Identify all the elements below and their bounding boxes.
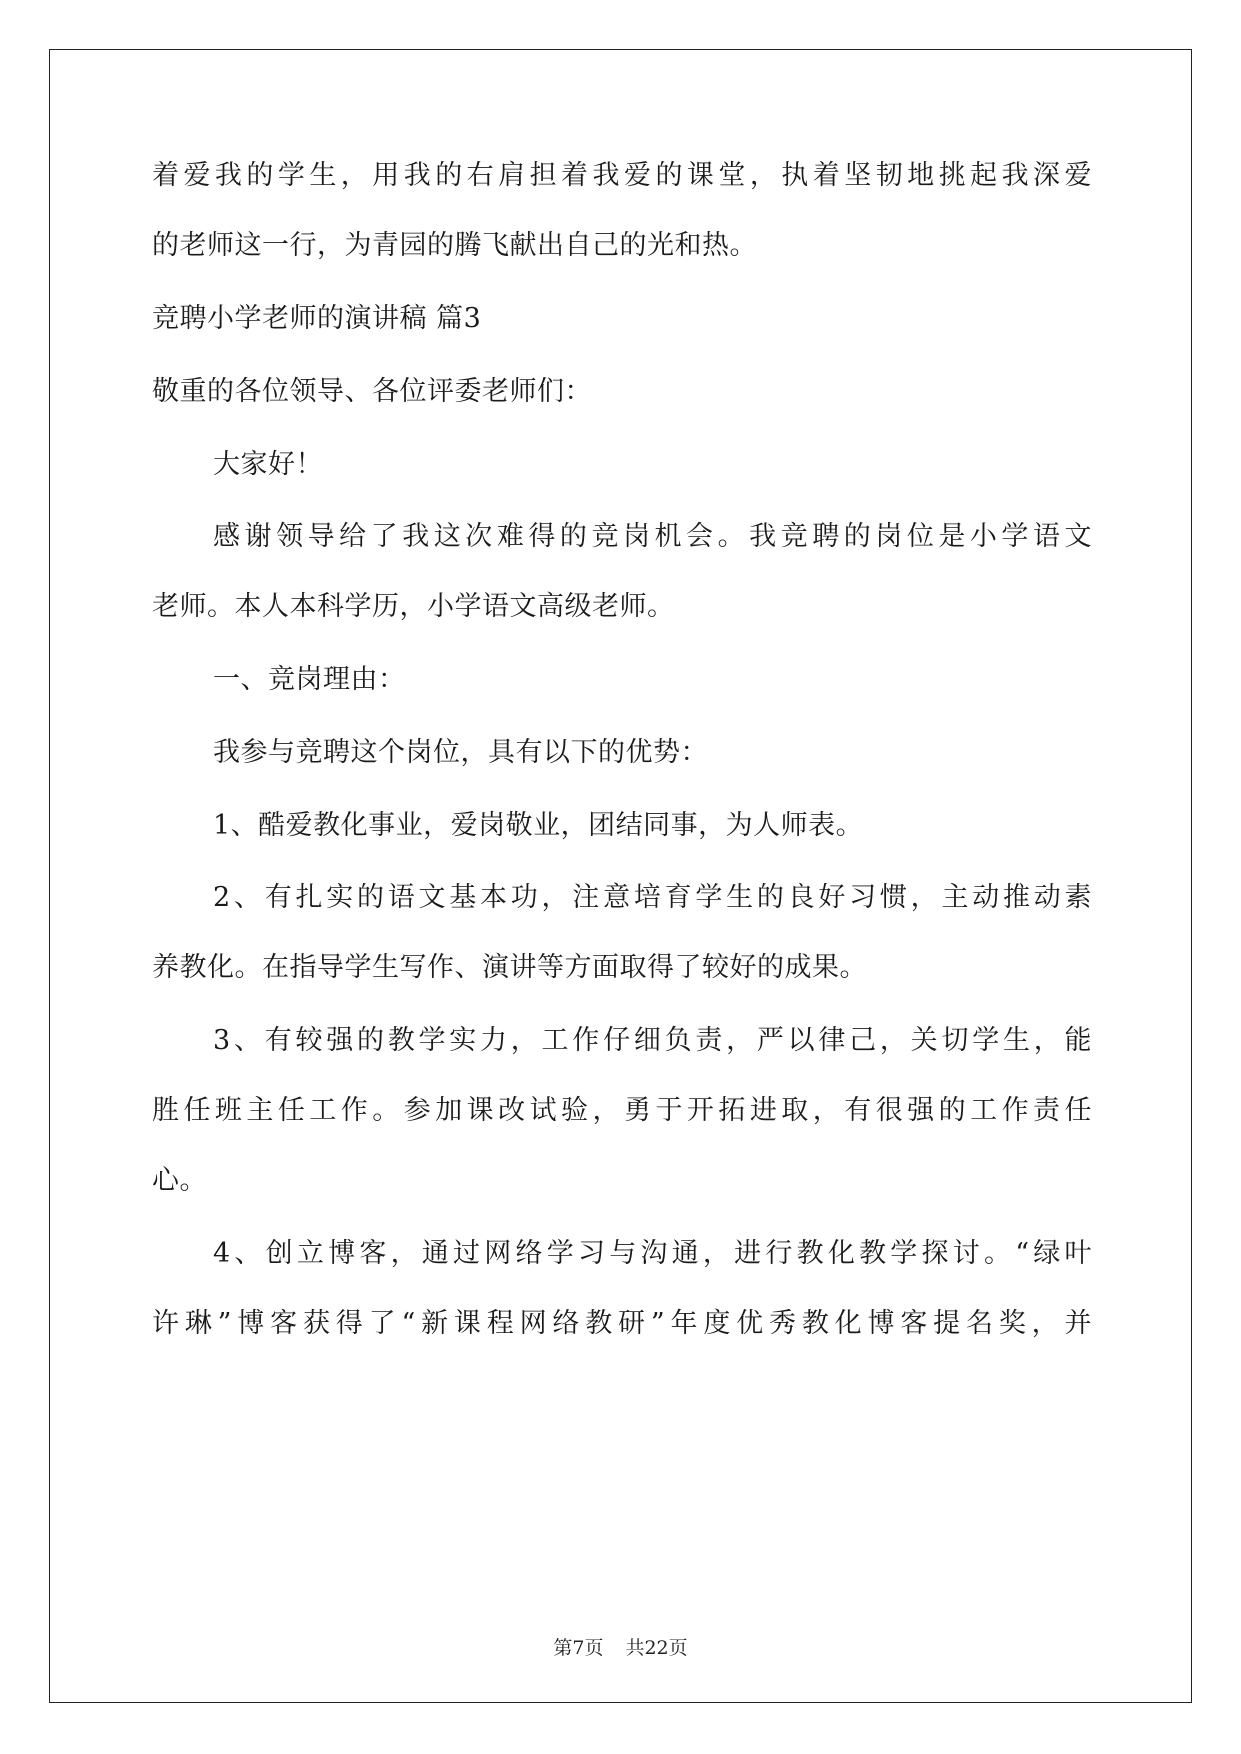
list-item: 2、有扎实的语文基本功，注意培育学生的良好习惯，主动推动素 xyxy=(213,882,1092,913)
body-line: 的老师这一行，为青园的腾飞献出自己的光和热。 xyxy=(152,230,757,261)
page-total: 共22页 xyxy=(625,1637,688,1659)
body-line: 老师。本人本科学历，小学语文高级老师。 xyxy=(152,591,675,622)
body-line: 着爱我的学生，用我的右肩担着我爱的课堂，执着坚韧地挑起我深爱 xyxy=(152,160,1092,191)
list-item: 4、创立博客，通过网络学习与沟通，进行教化教学探讨。“绿叶 xyxy=(213,1238,1092,1269)
body-line: 养教化。在指导学生写作、演讲等方面取得了较好的成果。 xyxy=(152,952,867,983)
body-line: 心。 xyxy=(152,1165,207,1196)
page-number: 第7页 xyxy=(553,1637,604,1659)
greeting: 大家好！ xyxy=(213,449,323,480)
body-line: 感谢领导给了我这次难得的竞岗机会。我竞聘的岗位是小学语文 xyxy=(213,521,1092,552)
body-line: 我参与竞聘这个岗位，具有以下的优势： xyxy=(213,737,708,768)
salutation: 敬重的各位领导、各位评委老师们： xyxy=(152,376,592,407)
page-border xyxy=(49,49,1192,1703)
page-footer xyxy=(0,1636,1241,1660)
list-item: 3、有较强的教学实力，工作仔细负责，严以律己，关切学生，能 xyxy=(213,1025,1092,1056)
list-item: 1、酷爱教化事业，爱岗敬业，团结同事，为人师表。 xyxy=(213,810,864,841)
body-line: 许琳”博客获得了“新课程网络教研”年度优秀教化博客提名奖，并 xyxy=(152,1308,1092,1339)
subheading: 一、竞岗理由： xyxy=(213,664,406,695)
section-title: 竞聘小学老师的演讲稿 篇3 xyxy=(152,303,482,334)
body-line: 胜任班主任工作。参加课改试验，勇于开拓进取，有很强的工作责任 xyxy=(152,1095,1092,1126)
